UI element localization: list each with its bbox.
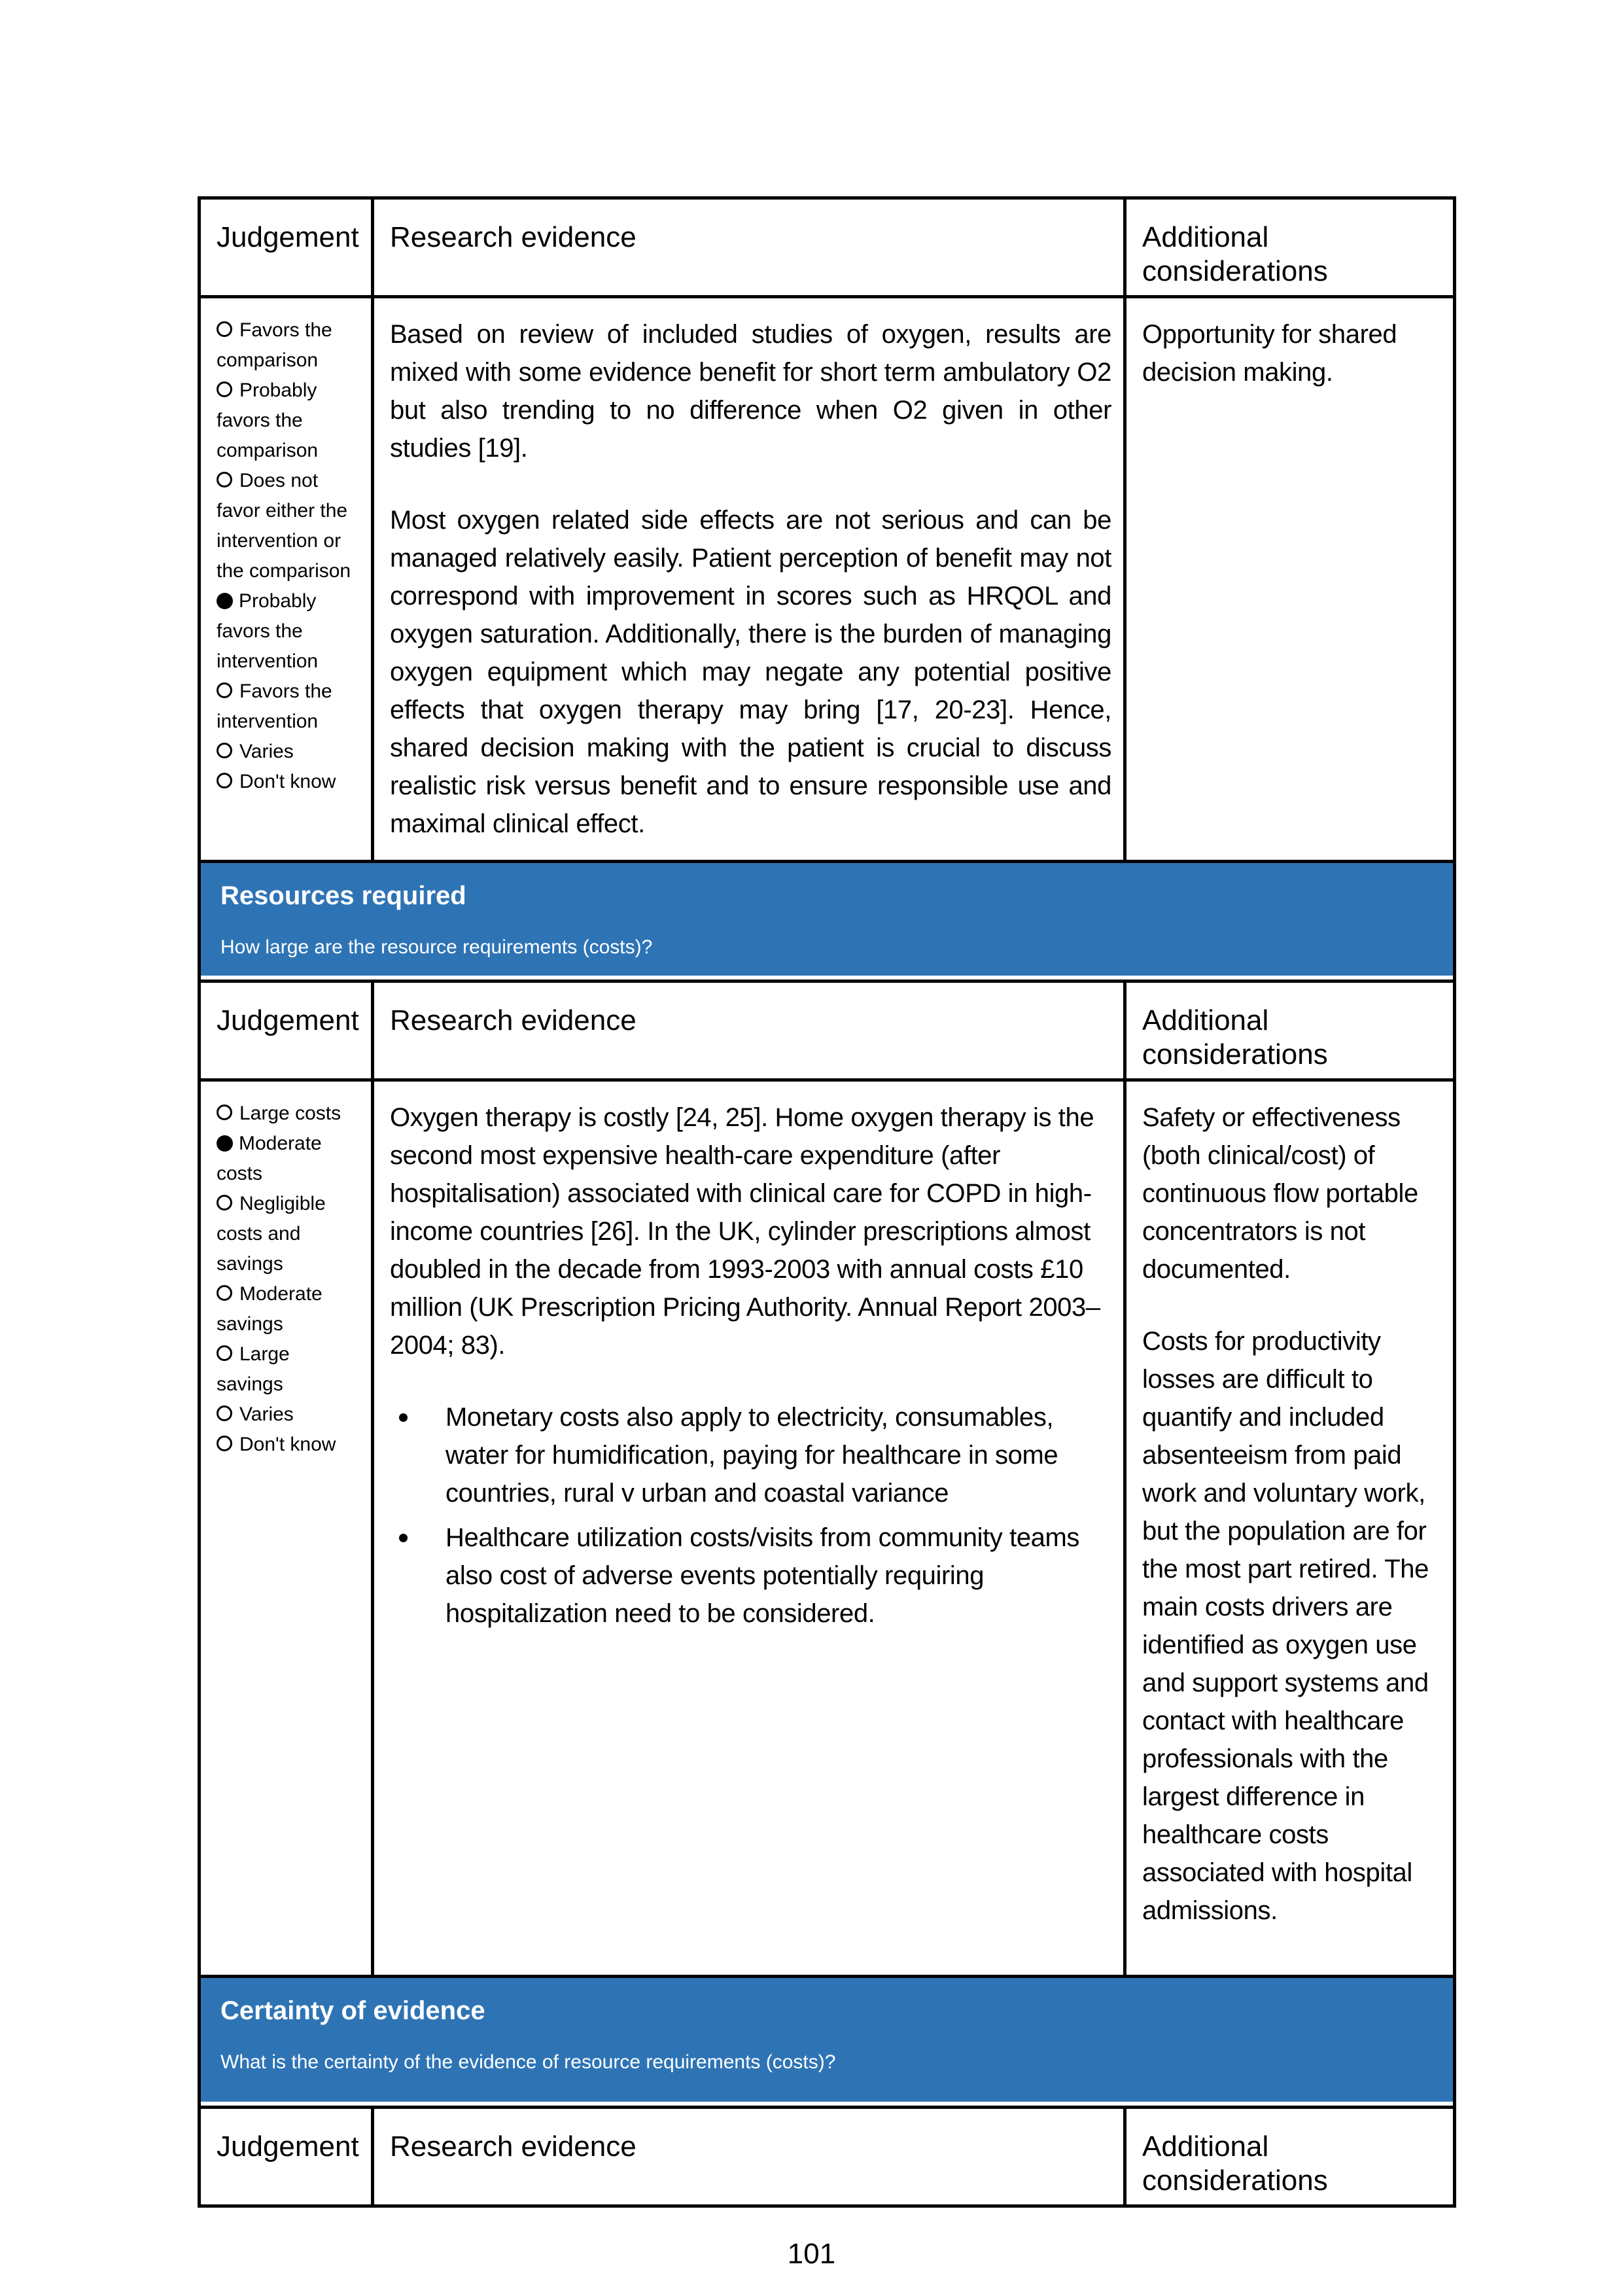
judgement-option-label: Favors the comparison — [217, 319, 332, 371]
radio-unselected-icon — [217, 1195, 232, 1210]
column-header-judgement: Judgement — [201, 983, 374, 1078]
judgement-option-label: Favors the intervention — [217, 680, 332, 732]
radio-unselected-icon — [217, 1104, 232, 1120]
column-header-research-evidence: Research evidence — [374, 200, 1126, 295]
radio-unselected-icon — [217, 743, 232, 758]
evidence-to-decision-table — [198, 196, 1456, 2208]
table-header-row — [201, 980, 1453, 1078]
radio-unselected-icon — [217, 1436, 232, 1451]
judgement-option — [217, 1400, 359, 1430]
judgement-option-label: Moderate costs — [217, 1133, 322, 1184]
page-number: 101 — [787, 2238, 836, 2270]
judgement-option — [217, 586, 359, 677]
bullet-item — [390, 1398, 1111, 1512]
judgement-option-label: Moderate savings — [217, 1283, 323, 1335]
judgement-option-label: Don't know — [239, 1434, 336, 1455]
judgement-option-label: Varies — [239, 741, 294, 762]
research-paragraph: Most oxygen related side effects are not serious and can be managed relatively easily. Patient perception of benefit may not correspond with improvement in scores such as HRQOL and oxygen saturation. Additionally, there is the burden of managing oxygen equipment which may negate any potential positive effects that oxygen therapy may bring [17, 20-23]. Hence, shared decision making with the patient is crucial to discuss realistic risk versus benefit and to ensure responsible use and maximal clinical effect. — [390, 506, 1111, 838]
judgement-cell — [201, 1082, 374, 1975]
judgement-option — [217, 737, 359, 767]
research-paragraph: Based on review of included studies of oxygen, results are mixed with some evidence benefit for short term ambulatory O2 but also trending to no difference when O2 given in other studies [19]. — [390, 320, 1111, 463]
radio-unselected-icon — [217, 472, 232, 487]
radio-unselected-icon — [217, 682, 232, 698]
judgement-option — [217, 677, 359, 737]
column-header-research-evidence: Research evidence — [374, 983, 1126, 1078]
column-header-additional-considerations: Additional considerations — [1142, 2130, 1328, 2197]
radio-unselected-icon — [217, 321, 232, 337]
judgement-option — [217, 315, 359, 376]
judgement-option-label: Varies — [239, 1404, 294, 1425]
section-banner-question: How large are the resource requirements (costs)? — [220, 936, 653, 958]
judgement-option — [217, 1099, 359, 1129]
table-header-row — [201, 2106, 1453, 2204]
column-header-additional-considerations: Additional considerations — [1142, 221, 1328, 287]
section-banner-certainty-of-evidence — [201, 1975, 1453, 2106]
radio-unselected-icon — [217, 1285, 232, 1301]
column-header-judgement: Judgement — [201, 2109, 374, 2204]
section-banner-question: What is the certainty of the evidence of resource requirements (costs)? — [220, 2051, 836, 2073]
section-banner-title: Resources required — [220, 881, 466, 910]
radio-selected-icon — [217, 1135, 233, 1152]
research-paragraph: Oxygen therapy is costly [24, 25]. Home oxygen therapy is the second most expensive health-care expenditure (after hospitalisation) associated with clinical care for COPD in high-income countries [26]. In the UK, cylinder prescriptions almost doubled in the decade from 1993-2003 with annual costs £10 million (UK Prescription Pricing Authority. Annual Report 2003–2004; 83). — [390, 1103, 1100, 1360]
column-header-additional-considerations: Additional considerations — [1142, 1004, 1328, 1070]
judgement-option-label: Probably favors the comparison — [217, 380, 319, 461]
column-header-judgement: Judgement — [201, 200, 374, 295]
research-evidence-cell — [374, 298, 1126, 860]
radio-unselected-icon — [217, 773, 232, 788]
judgement-option-label: Probably favors the intervention — [217, 590, 319, 672]
judgement-option — [217, 1189, 359, 1279]
judgement-option — [217, 1430, 359, 1460]
judgement-option — [217, 1339, 359, 1400]
additional-considerations-paragraph: Safety or effectiveness (both clinical/cost) of continuous flow portable concentrators is not documented. — [1142, 1103, 1418, 1284]
additional-considerations-cell — [1126, 298, 1453, 860]
radio-unselected-icon — [217, 381, 232, 397]
judgement-option — [217, 1279, 359, 1339]
research-bullet-list — [390, 1398, 1111, 1633]
judgement-option-label: Negligible costs and savings — [217, 1193, 326, 1275]
judgement-option — [217, 1129, 359, 1189]
radio-unselected-icon — [217, 1345, 232, 1361]
table-row — [201, 1078, 1453, 1975]
bullet-text: Monetary costs also apply to electricity, consumables, water for humidification, paying for healthcare in some countries, rural v urban and coastal variance — [445, 1403, 1058, 1508]
column-header-research-evidence: Research evidence — [374, 2109, 1126, 2204]
judgement-option-label: Does not favor either the intervention or the comparison — [217, 470, 351, 582]
bullet-icon — [399, 1534, 408, 1542]
additional-considerations-paragraph: Costs for productivity losses are difficult to quantify and included absenteeism from paid work and voluntary work, but the population are for the most part retired. The main costs drivers are identified as oxygen use and support systems and contact with healthcare professionals with the largest difference in healthcare costs associated with hospital admissions. — [1142, 1327, 1429, 1925]
radio-selected-icon — [217, 593, 233, 609]
section-banner-title: Certainty of evidence — [220, 1996, 485, 2025]
document-page — [0, 196, 1623, 2270]
bullet-text: Healthcare utilization costs/visits from community teams also cost of adverse events potentially requiring hospitalization need to be considered. — [445, 1523, 1080, 1628]
judgement-option — [217, 376, 359, 466]
bullet-item — [390, 1519, 1111, 1633]
judgement-option — [217, 767, 359, 797]
judgement-option-label: Don't know — [239, 771, 336, 792]
radio-unselected-icon — [217, 1405, 232, 1421]
section-banner-resources-required — [201, 860, 1453, 980]
additional-considerations-cell — [1126, 1082, 1453, 1975]
judgement-option — [217, 466, 359, 586]
judgement-option-label: Large costs — [239, 1103, 341, 1124]
table-header-row — [201, 200, 1453, 295]
research-evidence-cell — [374, 1082, 1126, 1975]
judgement-option-label: Large savings — [217, 1343, 290, 1395]
bullet-icon — [399, 1413, 408, 1422]
table-row — [201, 295, 1453, 860]
additional-considerations-paragraph: Opportunity for shared decision making. — [1142, 320, 1397, 387]
judgement-cell — [201, 298, 374, 860]
